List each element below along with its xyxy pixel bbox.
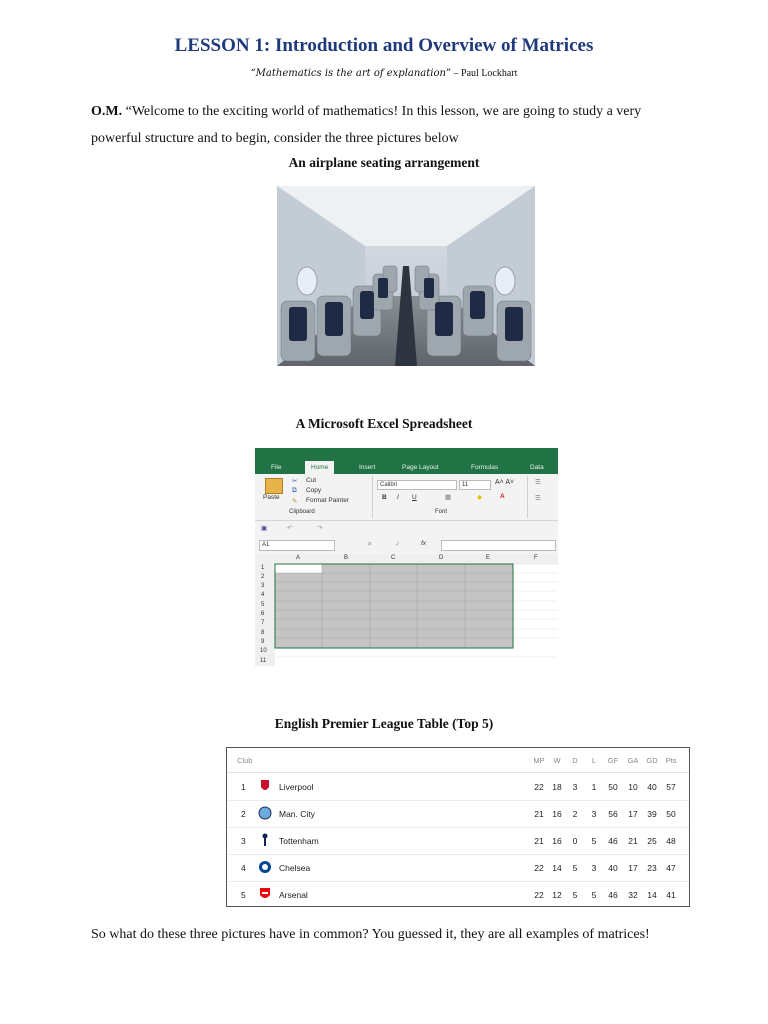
club-name: Man. City <box>279 809 315 819</box>
stat-pts: 48 <box>666 836 676 846</box>
quote-text: “Mathematics is the art of explanation” <box>250 68 452 79</box>
stat-l: 5 <box>591 836 597 846</box>
stat-w: 12 <box>552 890 562 900</box>
header-gd: GD <box>646 756 658 765</box>
header-mp: MP <box>533 756 545 765</box>
font-color-icon[interactable]: A <box>500 493 505 500</box>
league-header <box>227 748 689 773</box>
club-name: Arsenal <box>279 890 308 900</box>
formula-input[interactable] <box>441 540 556 551</box>
stat-mp: 21 <box>534 809 544 819</box>
ribbon-separator <box>527 476 528 518</box>
table-row <box>227 827 689 855</box>
font-name-select[interactable]: Calibri <box>377 480 457 490</box>
stat-l: 3 <box>591 809 597 819</box>
stat-gd: 14 <box>647 890 657 900</box>
redo-icon[interactable]: ↷ <box>317 525 323 532</box>
column-header[interactable]: D <box>439 555 444 561</box>
stat-pts: 50 <box>666 809 676 819</box>
position: 1 <box>241 782 246 792</box>
club-name: Liverpool <box>279 782 314 792</box>
club-crest-icon <box>258 860 272 874</box>
header-l: L <box>591 756 597 765</box>
stat-mp: 21 <box>534 836 544 846</box>
fx-label[interactable]: fx <box>421 540 427 547</box>
position: 5 <box>241 890 246 900</box>
row-header[interactable]: 10 <box>260 648 267 654</box>
underline-icon[interactable]: U <box>412 494 417 501</box>
row-header[interactable]: 5 <box>261 602 265 608</box>
stat-l: 1 <box>591 782 597 792</box>
stat-mp: 22 <box>534 863 544 873</box>
header-club: Club <box>237 756 253 765</box>
align-top-icon[interactable]: ☰ <box>535 479 541 486</box>
copy-icon[interactable]: ⧉ <box>292 487 297 494</box>
header-d: D <box>572 756 578 765</box>
row-header[interactable]: 1 <box>261 565 265 571</box>
stat-gf: 46 <box>608 836 618 846</box>
stat-w: 18 <box>552 782 562 792</box>
stat-d: 5 <box>572 863 578 873</box>
table-row <box>227 854 689 882</box>
stat-gd: 23 <box>647 863 657 873</box>
table-row <box>227 881 689 908</box>
save-icon[interactable]: ▣ <box>261 525 268 532</box>
quote-line <box>0 68 768 79</box>
stat-ga: 17 <box>628 863 638 873</box>
position: 3 <box>241 836 246 846</box>
borders-icon[interactable]: ▦ <box>445 494 452 501</box>
table-row <box>227 800 689 828</box>
stat-w: 16 <box>552 809 562 819</box>
enter-icon[interactable]: ✓ <box>395 541 401 548</box>
undo-icon[interactable]: ↶ <box>287 525 293 532</box>
cut-icon[interactable]: ✂ <box>292 478 298 485</box>
column-header[interactable]: E <box>486 555 491 561</box>
lesson-title: LESSON 1: Introduction and Overview of Matrices <box>174 35 594 56</box>
tab-home[interactable]: Home <box>305 461 334 474</box>
name-box[interactable]: A1 <box>259 540 335 551</box>
intro-paragraph <box>91 98 691 152</box>
column-header[interactable]: F <box>534 555 538 561</box>
club-crest-icon <box>258 887 272 901</box>
stat-mp: 22 <box>534 782 544 792</box>
table-row <box>227 773 689 801</box>
club-crest-icon <box>258 833 272 847</box>
header-ga: GA <box>627 756 639 765</box>
bold-icon[interactable]: B <box>382 494 387 501</box>
paste-icon[interactable] <box>265 478 283 494</box>
italic-icon[interactable]: I <box>397 494 399 501</box>
stat-ga: 32 <box>628 890 638 900</box>
cut-label[interactable]: Cut <box>306 477 317 484</box>
stat-pts: 47 <box>666 863 676 873</box>
excel-screenshot <box>255 448 558 666</box>
intro-label: O.M. <box>91 104 123 119</box>
excel-caption: A Microsoft Excel Spreadsheet <box>295 416 473 431</box>
stat-ga: 10 <box>628 782 638 792</box>
tab-formulas[interactable]: Formulas <box>471 464 499 471</box>
position: 4 <box>241 863 246 873</box>
intro-text: “Welcome to the exciting world of mathematics! In this lesson, we are going to study a very powerful structure and to begin, consider the three pictures below <box>91 104 642 146</box>
row-header[interactable]: 4 <box>261 592 265 598</box>
stat-mp: 22 <box>534 890 544 900</box>
tab-page-layout[interactable]: Page Layout <box>402 464 439 471</box>
stat-l: 3 <box>591 863 597 873</box>
ribbon-separator <box>372 476 373 518</box>
stat-gd: 40 <box>647 782 657 792</box>
header-pts: Pts <box>665 756 677 765</box>
column-header[interactable]: C <box>391 555 396 561</box>
tab-insert[interactable]: Insert <box>359 464 376 471</box>
airplane-caption: An airplane seating arrangement <box>288 155 480 170</box>
club-name: Chelsea <box>279 863 311 873</box>
font-group-label: Font <box>435 509 448 515</box>
position: 2 <box>241 809 246 819</box>
row-header[interactable]: 2 <box>261 574 265 580</box>
header-gf: GF <box>607 756 619 765</box>
stat-gf: 56 <box>608 809 618 819</box>
fill-color-icon[interactable]: ◆ <box>477 494 482 501</box>
stat-l: 5 <box>591 890 597 900</box>
font-size-select[interactable]: 11 <box>459 480 491 490</box>
font-grow-icon[interactable]: A˄ A˅ <box>495 479 515 486</box>
clipboard-group-label: Clipboard <box>289 509 315 515</box>
league-caption: English Premier League Table (Top 5) <box>274 716 494 731</box>
stat-d: 2 <box>572 809 578 819</box>
align-left-icon[interactable]: ☰ <box>535 495 541 502</box>
league-table <box>226 747 690 907</box>
stat-d: 5 <box>572 890 578 900</box>
column-header[interactable]: B <box>344 555 349 561</box>
stat-gd: 39 <box>647 809 657 819</box>
club-name: Tottenham <box>279 836 319 846</box>
format-painter-icon[interactable]: ✎ <box>292 498 298 505</box>
stat-d: 0 <box>572 836 578 846</box>
tab-file[interactable]: File <box>271 464 282 471</box>
tab-data[interactable]: Data <box>530 464 544 471</box>
column-header[interactable]: A <box>296 555 301 561</box>
stat-pts: 41 <box>666 890 676 900</box>
row-header[interactable]: 8 <box>261 630 265 636</box>
format-painter-label[interactable]: Format Painter <box>306 497 349 504</box>
stat-ga: 21 <box>628 836 638 846</box>
stat-pts: 57 <box>666 782 676 792</box>
club-crest-icon <box>258 806 272 820</box>
airplane-image <box>277 186 535 366</box>
stat-gf: 50 <box>608 782 618 792</box>
row-header[interactable]: 7 <box>261 620 265 626</box>
closing-paragraph: So what do these three pictures have in common? You guessed it, they are all examples of matrices! <box>91 927 650 942</box>
stat-w: 16 <box>552 836 562 846</box>
stat-d: 3 <box>572 782 578 792</box>
quote-author: – Paul Lockhart <box>453 68 518 79</box>
row-header[interactable]: 6 <box>261 611 265 617</box>
row-header[interactable]: 3 <box>261 583 265 589</box>
header-w: W <box>553 756 561 765</box>
excel-grid[interactable] <box>255 554 558 666</box>
formula-bar-row <box>255 538 558 553</box>
stat-gf: 40 <box>608 863 618 873</box>
quick-access-bar <box>255 521 558 537</box>
club-crest-icon <box>258 779 272 793</box>
cancel-icon[interactable]: ✕ <box>367 541 373 548</box>
stat-gd: 25 <box>647 836 657 846</box>
row-header[interactable]: 9 <box>261 639 265 645</box>
stat-w: 14 <box>552 863 562 873</box>
paste-label[interactable]: Paste <box>263 494 280 501</box>
stat-ga: 17 <box>628 809 638 819</box>
row-header[interactable]: 11 <box>260 658 267 664</box>
stat-gf: 46 <box>608 890 618 900</box>
copy-label[interactable]: Copy <box>306 487 322 494</box>
